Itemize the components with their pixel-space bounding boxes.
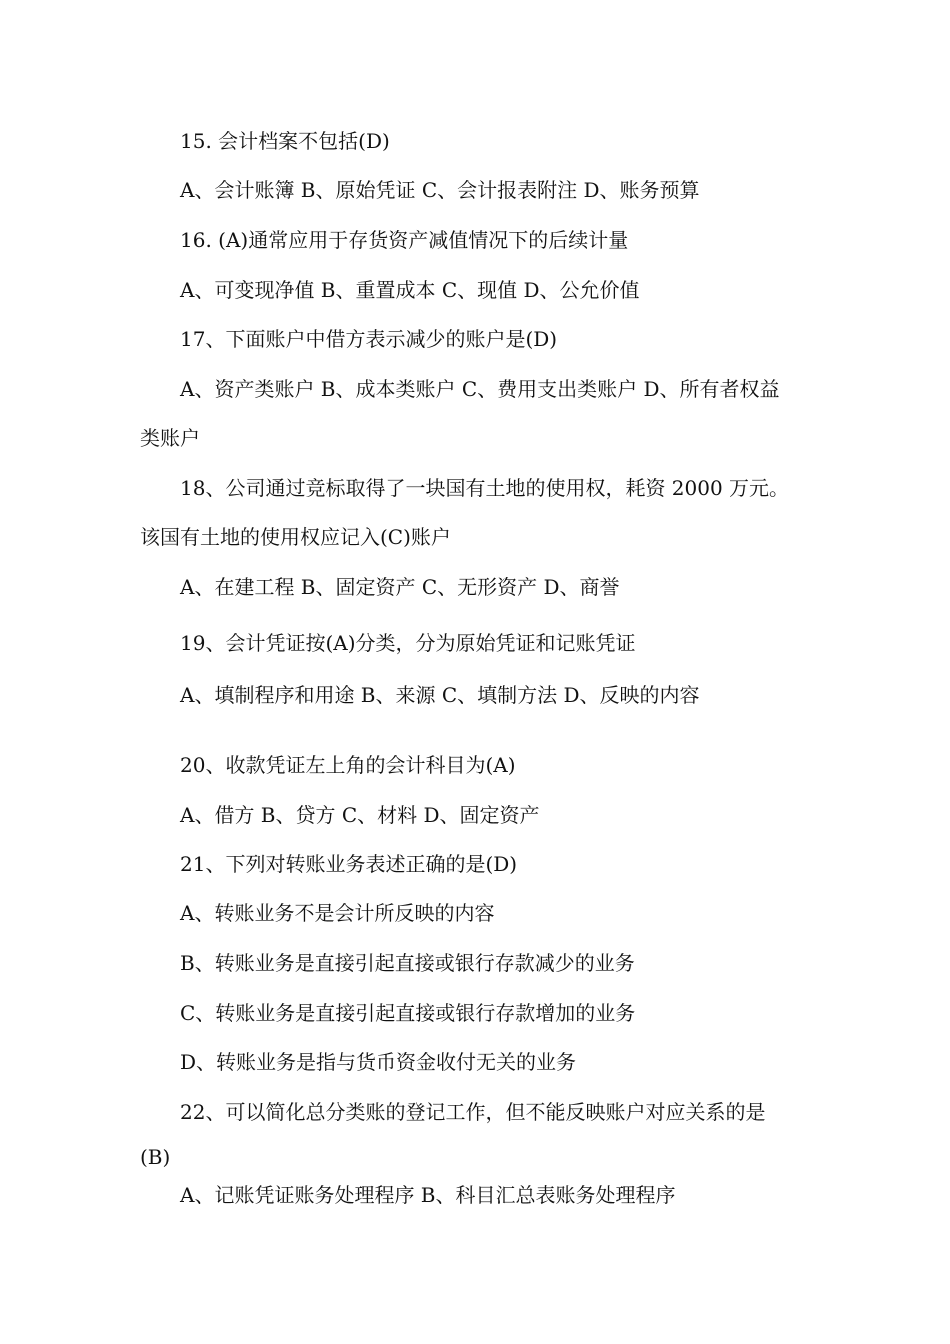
option-21-a: A、转账业务不是会计所反映的内容 [180,901,495,925]
question-22: 22、可以简化总分类账的登记工作，但不能反映账户对应关系的是 [180,1100,766,1124]
question-22-continued: (B) [140,1145,171,1169]
question-17: 17、下面账户中借方表示减少的账户是(D) [180,327,558,351]
question-20: 20、收款凭证左上角的会计科目为(A) [180,753,516,777]
options-20: A、借方 B、贷方 C、材料 D、固定资产 [180,803,540,827]
options-17: A、资产类账户 B、成本类账户 C、费用支出类账户 D、所有者权益 [180,377,780,401]
options-15: A、会计账簿 B、原始凭证 C、会计报表附注 D、账务预算 [180,178,700,202]
question-15: 15. 会计档案不包括(D) [180,129,390,153]
question-16: 16. (A)通常应用于存货资产减值情况下的后续计量 [180,228,629,252]
options-18: A、在建工程 B、固定资产 C、无形资产 D、商誉 [180,575,620,599]
question-19: 19、会计凭证按(A)分类，分为原始凭证和记账凭证 [180,631,636,655]
options-16: A、可变现净值 B、重置成本 C、现值 D、公允价值 [180,278,640,302]
question-18-continued: 该国有土地的使用权应记入(C)账户 [140,525,451,549]
option-21-b: B、转账业务是直接引起直接或银行存款减少的业务 [180,951,635,975]
options-17-continued: 类账户 [140,426,200,450]
option-21-d: D、转账业务是指与货币资金收付无关的业务 [180,1050,577,1074]
question-21: 21、下列对转账业务表述正确的是(D) [180,852,518,876]
options-19: A、填制程序和用途 B、来源 C、填制方法 D、反映的内容 [180,683,700,707]
options-22: A、记账凭证账务处理程序 B、科目汇总表账务处理程序 [180,1183,676,1207]
question-18: 18、公司通过竞标取得了一块国有土地的使用权，耗资 2000 万元。 [180,476,790,500]
option-21-c: C、转账业务是直接引起直接或银行存款增加的业务 [180,1001,636,1025]
